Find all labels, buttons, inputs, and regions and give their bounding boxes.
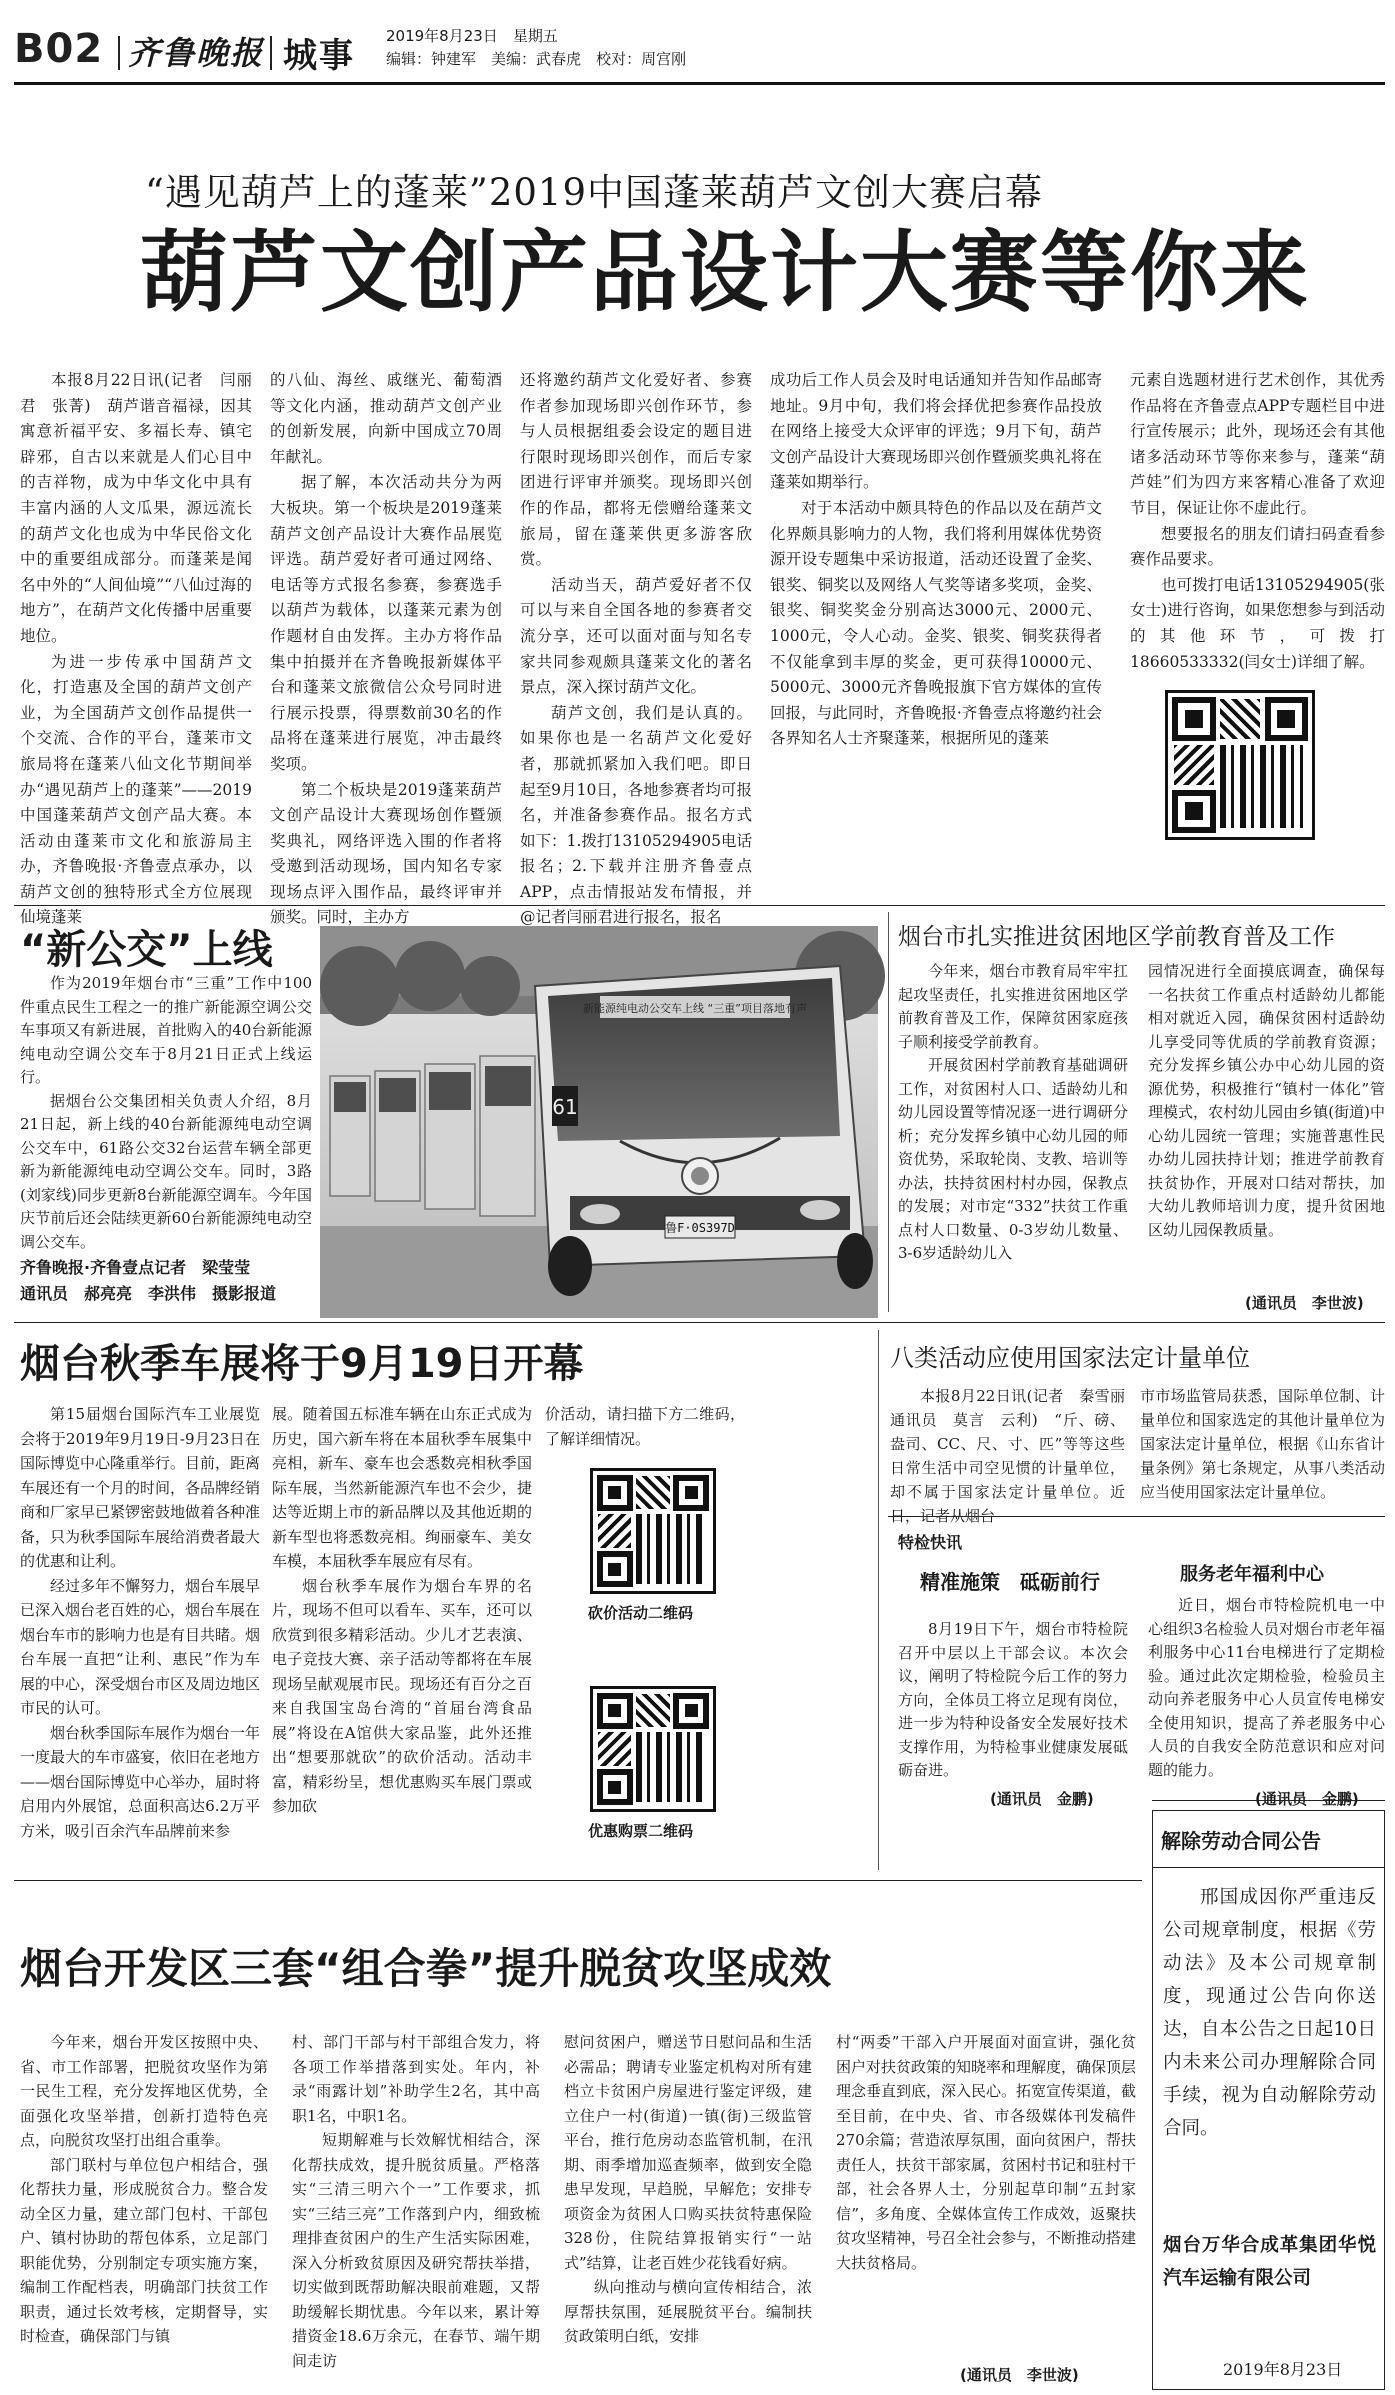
- bus-body: [20, 972, 312, 1251]
- tejian-headline: 精准施策 砥砺前行: [920, 1570, 1100, 1594]
- editor: 编辑：钟建军: [386, 50, 477, 68]
- bus-photo: [320, 926, 878, 1318]
- paragraph: 的八仙、海丝、戚继光、葡萄酒等文化内涵，推动葫芦文创产业的创新发展，向新中国成立70周年献礼。: [270, 371, 502, 466]
- paragraph: 今年来，烟台市教育局牢牢扛起攻坚责任，扎实推进贫困地区学前教育普及工作，保障贫困家庭孩子顺利接受学前教育。: [898, 962, 1128, 1051]
- edu-column-left: [898, 960, 1128, 1296]
- paper-logo: 齐鲁晚报: [128, 34, 265, 72]
- tejian-label: 特检快讯: [898, 1533, 963, 1552]
- column-divider: [878, 1330, 879, 1870]
- paragraph: 短期解难与长效解忧相结合，深化帮扶成效，提升脱贫质量。严格落实“三清三明六个一”工作要求，抓实“三结三亮”工作落到户内，细致梳理排查贫困户的生产生活实际困难，深入分析致贫原因及研究帮扶举措，切实做到既帮助解决眼前难题，又帮助缓解长期忧患。今年以来，累计筹措资金18.6万余元，在春节、端午期间走访: [292, 2131, 540, 2370]
- elder-headline: 服务老年福利中心: [1180, 1564, 1324, 1585]
- paragraph: 想要报名的朋友们请扫码查看参赛作品要求。: [1130, 524, 1385, 569]
- elder-credit: (通讯员 金鹏): [1255, 1790, 1359, 1808]
- paragraph: 本报8月22日讯(记者 闫丽君 张菁) 葫芦谐音福禄，因其寓意祈福平安、多福长寿、镇宅辟邪，自古以来就是人们心目中的吉祥物，成为中华文化中具有丰富内涵的人文瓜果，源远流长的葫芦文化也成为中华民俗文化中的重要组成部分。而蓬莱是闻名中外的“人间仙境”“八仙过海的地方”，在葫芦文化传播中居重要地位。: [20, 371, 252, 645]
- poverty-column-2: [292, 2030, 540, 2390]
- paragraph: 烟台秋季国际车展作为烟台一年一度最大的车市盛宴，依旧在老地方——烟台国际博览中心举办，届时将启用内外展馆，总面积高达6.2万平方米，吸引百余汽车品牌前来参: [20, 1723, 261, 1840]
- paragraph: 第二个板块是2019蓬莱葫芦文创产品设计大赛现场创作暨颁奖典礼，网络评选入围的作者将受邀到活动现场，国内知名专家现场点评入围作品，最终评审并颁奖。同时，主办方: [270, 780, 502, 927]
- staff-line: [386, 49, 686, 69]
- bargain-qr-code[interactable]: [590, 1468, 716, 1594]
- bus-credit-1: 齐鲁晚报·齐鲁壹点记者 梁莹莹: [20, 1258, 251, 1277]
- ticket-qr-caption: 优惠购票二维码: [588, 1822, 694, 1840]
- units-headline: 八类活动应使用国家法定计量单位: [890, 1344, 1250, 1372]
- paragraph: 葫芦文创，我们是认真的。如果你也是一名葫芦文化爱好者，那就抓紧加入我们吧。即日起至9月10日，各地参赛者均可报名，并准备参赛作品。报名方式如下：1.拨打13105294905电话报名；2.下载并注册齐鲁壹点APP，点击情报站发布情报，并@记者闫丽君进行报名，报名: [520, 703, 752, 927]
- section-name: 城事: [283, 36, 355, 76]
- paragraph: 近日，烟台市特检院机电一中心组织3名检验人员对烟台市老年福利服务中心11台电梯进行了定期检验。通过此次定期检验，检验员主动向养老服务中心人员宣传电梯安全使用知识，提高了养老服务中心人员的自我安全防范意识和应对问题的能力。: [1148, 1596, 1385, 1779]
- notice-box: [1152, 1810, 1385, 2390]
- masthead-divider: [118, 36, 120, 70]
- tejian-body: [898, 1618, 1128, 1783]
- paragraph: 成功后工作人员会及时电话通知并告知作品邮寄地址。9月中旬，我们将会择优把参赛作品投放在网络上接受大众评审的评选；9月下旬，葫芦文创产品设计大赛现场即兴创作暨颁奖典礼将在蓬莱如期举行。: [770, 371, 1102, 492]
- paragraph: 元素自选题材进行艺术创作，其优秀作品将在齐鲁壹点APP专题栏目中进行宣传展示；此外，现场还会有其他诸多活动环节等你来参与，蓬莱“葫芦娃”们为四方来客精心准备了欢迎节目，保证让你不虚此行。: [1130, 371, 1385, 517]
- paragraph: 纵向推动与横向宣传相结合，浓厚帮扶氛围，延展脱贫平台。编制扶贫政策明白纸，安排: [564, 2278, 812, 2345]
- paragraph: 烟台秋季车展作为烟台车界的名片，现场不但可以看车、买车，还可以欣赏到很多精彩活动。少儿才艺表演、电子竞技大赛、亲子活动等都将在车展现场呈献观展市民。现场还有百分之百来自我国宝岛台湾的“首届台湾食品展”将设在A馆供大家品鉴，此外还推出“想要那就砍”的砍价活动。活动丰富，精彩纷呈，想优惠购买车展门票或参加砍: [272, 1576, 532, 1815]
- paragraph: 也可拨打电话13105294905(张女士)进行咨询，如果您想参与到活动的其他环节，可拨打18660533332(闫女士)详细了解。: [1130, 575, 1385, 671]
- units-column-2: [1140, 1384, 1385, 1508]
- tejian-credit: (通讯员 金鹏): [990, 1790, 1094, 1808]
- poverty-credit: (通讯员 李世波): [960, 2366, 1079, 2384]
- paragraph: 展。随着国五标准车辆在山东正式成为历史，国六新车将在本届秋季车展集中亮相，新车、豪车也会悉数亮相秋季国际车展，当然新能源汽车也不会少，捷达等近期上市的新品牌以及其他近期的新车型也将悉数亮相。绚丽豪车、美女车模，本届秋季车展应有尽有。: [272, 1405, 532, 1570]
- issue-date-line: [386, 26, 558, 46]
- poverty-column-1: [20, 2030, 268, 2390]
- masthead-rule: [14, 82, 1385, 85]
- art-editor: 美编：武春虎: [491, 50, 582, 68]
- main-column-3: [520, 368, 752, 927]
- issue-date: 2019年8月23日: [386, 27, 498, 45]
- paragraph: 村“两委”干部入户开展面对面宣讲，强化贫困户对扶贫政策的知晓率和理解度，确保顶层理念垂直到底，深入民心。拓宽宣传渠道，截至目前，在中央、省、市各级媒体刊发稿件270余篇；营造浓厚氛围，面向贫困户，帮扶责任人，扶贫干部家属，贫困村书记和驻村干部，社会各界人士，分别起草印制“五封家信”，多角度、全媒体宣传工作成效，返聚扶贫攻坚精神，号召全社会参与，不断推动搭建大扶贫格局。: [836, 2033, 1137, 2272]
- column-divider: [888, 912, 889, 1312]
- paragraph: 为进一步传承中国葫芦文化，打造惠及全国的葫芦文创产业，为全国葫芦文创作品提供一个交流、合作的平台，蓬莱市文旅局将在蓬莱八仙文化节期间举办“遇见葫芦上的蓬莱”——2019中国蓬莱葫芦文创产品大赛。本活动由蓬莱市文化和旅游局主办，齐鲁晚报·齐鲁壹点承办，以葫芦文创的独特形式全方位展现仙境蓬莱: [20, 652, 252, 927]
- poverty-column-3: [564, 2030, 812, 2390]
- notice-rule: [1153, 1867, 1384, 1868]
- section-rule: [888, 1516, 1385, 1517]
- paragraph: 还将邀约葫芦文化爱好者、参赛作者参加现场即兴创作环节，参与人员根据组委会设定的题目进行限时现场即兴创作，而后专家团进行评审并颁奖。现场即兴创作的作品，都将无偿赠给蓬莱文旅局，留在蓬莱供更多游客欣赏。: [520, 371, 752, 569]
- section-rule: [14, 905, 1385, 906]
- elder-body: [1148, 1594, 1385, 1784]
- issue-weekday: 星期五: [512, 27, 558, 45]
- bus-plate: 鲁F·0S397D: [665, 1221, 735, 1235]
- paragraph: 市市场监管局获悉，国际单位制、计量单位和国家选定的其他计量单位为国家法定计量单位，根据《山东省计量条例》第七条规定，从事八类活动应当使用国家法定计量单位。: [1140, 1387, 1385, 1501]
- bus-sign-text: 新能源纯电动公交车上线 “三重”项目落地有声: [583, 1002, 807, 1015]
- bus-photo-illustration: [320, 926, 878, 1318]
- paragraph: 据了解，本次活动共分为两大板块。第一个板块是2019蓬莱葫芦文创产品设计大赛作品展览评选。葫芦爱好者可通过网络、电话等方式报名参赛，参赛选手以葫芦为载体，以蓬莱元素为创作题材自由发挥。主办方将作品集中拍摄并在齐鲁晚报新媒体平台和蓬莱文旅微信公众号同时进行展示投票，得票数前30名的作品将在蓬莱进行展览，冲击最终奖项。: [270, 473, 502, 773]
- paragraph: 村、部门干部与村干部组合发力，将各项工作举措落到实处。年内，补录“雨露计划”补助学生2名，其中高职1名，中职1名。: [292, 2033, 540, 2125]
- bus-route-number: 61: [552, 1095, 578, 1119]
- auto-column-2: [272, 1402, 532, 1872]
- auto-column-1: [20, 1402, 260, 1872]
- bus-headline: “新公交”上线: [20, 927, 273, 973]
- main-column-5: [1130, 368, 1385, 678]
- masthead-divider-2: [270, 36, 272, 70]
- paragraph: 8月19日下午，烟台市特检院召开中层以上干部会议。本次会议，阐明了特检院今后工作的努力方向，全体员工将立足现有岗位，进一步为特种设备安全发展好技术支撑作用，为特检事业健康发展砥砺奋进。: [898, 1620, 1128, 1779]
- edu-column-right: [1148, 960, 1385, 1296]
- paragraph: 邢国成因你严重违反公司规章制度，根据《劳动法》及本公司规章制度，现通过公告向你送达，自本公告之日起10日内未来公司办理解除合同手续，视为自动解除劳动合同。: [1163, 1887, 1376, 2139]
- auto-column-3: [545, 1402, 745, 1462]
- main-column-1: [20, 368, 252, 927]
- notice-body: [1163, 1881, 1376, 2221]
- paragraph: 慰问贫困户，赠送节日慰问品和生活必需品；聘请专业鉴定机构对所有建档立卡贫困户房屋进行鉴定评级，建立住户一村(街道)一镇(街)三级监管平台，推行危房动态监管机制，在汛期、雨季增加巡查频率，做到安全隐患早发现，早趋脱，早解危；安排专项资金为贫困人口购买扶贫特惠保险328份，住院结算报销实行“一站式”结算，让老百姓少花钱看好病。: [564, 2033, 812, 2272]
- section-rule: [14, 1322, 1385, 1323]
- section-rule: [1152, 1800, 1385, 1801]
- units-column-1: [890, 1384, 1141, 1525]
- paragraph: 据烟台公交集团相关负责人介绍，8月21日起，新上线的40台新能源纯电动空调公交车中，61路公交32台运营车辆全部更新为新能源纯电动空调公交车。同时，3路(刘家线)同步更新8台新能源空调车。今年国庆节前后还会陆续更新60台新能源纯电动空调公交车。: [20, 1091, 312, 1251]
- paragraph: 作为2019年烟台市“三重”工作中100件重点民生工程之一的推广新能源空调公交车事项又有新进展，首批购入的40台新能源纯电动空调公交车于8月21日正式上线运行。: [20, 974, 312, 1086]
- paragraph: 活动当天，葫芦爱好者不仅可以与来自全国各地的参赛者交流分享，还可以面对面与知名专家共同参观颇具蓬莱文化的著名景点，深入探讨葫芦文化。: [520, 575, 752, 697]
- notice-company: 烟台万华合成革集团华悦汽车运输有限公司: [1163, 2235, 1376, 2289]
- auto-headline: 烟台秋季车展将于9月19日开幕: [20, 1341, 584, 1387]
- main-column-4: [770, 368, 1102, 896]
- paragraph: 园情况进行全面摸底调查，确保每一名扶贫工作重点村适龄幼儿都能相对就近入园，确保贫困村适龄幼儿享受同等优质的学前教育资源；充分发挥乡镇公办中心幼儿园的资源优势，积极推行“镇村一体化”管理模式，农村幼儿园由乡镇(街道)中心幼儿园统一管理；实施普惠性民办幼儿园扶持计划；推进学前教育扶贫协作，开展对口结对帮扶，加大幼儿教师培训力度，提升贫困地区幼儿园保教质量。: [1148, 962, 1385, 1239]
- paragraph: 第15届烟台国际汽车工业展览会将于2019年9月19日-9月23日在国际博览中心隆重举行。目前，距离车展还有一个月的时间，各品牌经销商和厂家早已紧锣密鼓地做着各种准备，只为秋季国际车展给消费者最大的优惠和让利。: [20, 1405, 261, 1570]
- poverty-headline: 烟台开发区三套“组合拳”提升脱贫攻坚成效: [20, 1944, 832, 1993]
- paragraph: 本报8月22日讯(记者 秦雪丽 通讯员 莫言 云利) “斤、磅、盎司、CC、尺、寸、匹”等等这些日常生活中司空见惯的计量单位，却不属于国家法定计量单位。近日，记者从烟台: [890, 1387, 1141, 1525]
- notice-date: 2019年8月23日: [1223, 2360, 1343, 2379]
- notice-title: 解除劳动合同公告: [1161, 1829, 1321, 1853]
- ticket-qr-code[interactable]: [590, 1686, 716, 1812]
- main-headline: 葫芦文创产品设计大赛等你来: [140, 221, 1311, 324]
- paragraph: 开展贫困村学前教育基础调研工作，对贫困村人口、适龄幼儿和幼儿园设置等情况逐一进行调研分析；充分发挥乡镇中心幼儿园的师资优势，采取轮岗、支教、培训等办法，扶持贫困村村办园，保教点的发展；对市定“332”扶贫工作重点村人口数量、0-3岁幼儿数量、3-6岁适龄幼儿入: [898, 1056, 1128, 1262]
- edu-headline: 烟台市扎实推进贫困地区学前教育普及工作: [898, 924, 1335, 950]
- bus-credit-2: 通讯员 郝亮亮 李洪伟 摄影报道: [20, 1284, 277, 1303]
- poverty-column-4: [836, 2030, 1136, 2360]
- bargain-qr-caption: 砍价活动二维码: [588, 1604, 694, 1622]
- paragraph: 部门联村与单位包户相结合，强化帮扶力量，形成脱贫合力。整合发动全区力量，建立部门包村、干部包户、镇村协助的帮包体系，立足部门职能优势，分别制定专项实施方案，编制工作配档表，明确部门扶贫工作职责，通过长效考核，定期督导，实时检查，确保部门与镇: [20, 2155, 268, 2345]
- main-column-2: [270, 368, 502, 927]
- main-kicker: “遇见葫芦上的蓬莱”2019中国蓬莱葫芦文创大赛启幕: [145, 171, 1043, 214]
- signup-qr-code[interactable]: [1165, 690, 1315, 840]
- page-number: B02: [14, 26, 104, 72]
- edu-credit: (通讯员 李世波): [1245, 1294, 1364, 1312]
- paragraph: 今年来，烟台开发区按照中央、省、市工作部署，把脱贫攻坚作为第一民生工程，充分发挥地区优势，全面强化攻坚举措，创新打造特色亮点，向脱贫攻坚打出组合重拳。: [20, 2033, 268, 2149]
- paragraph: 对于本活动中颇具特色的作品以及在葫芦文化界颇具影响力的人物，我们将利用媒体优势资源开设专题集中采访报道，活动还设置了金奖、银奖、铜奖以及网络人气奖等诸多奖项，金奖、银奖、铜奖奖金分别高达3000元、2000元、1000元，令人心动。金奖、银奖、铜奖获得者不仅能拿到丰厚的奖金，更可获得10000元、5000元、3000元齐鲁晚报旗下官方媒体的宣传回报，与此同时，齐鲁晚报·齐鲁壹点将邀约社会各界知名人士齐聚蓬莱，根据所见的蓬莱: [770, 498, 1102, 748]
- paragraph: 价活动，请扫描下方二维码，了解详细情况。: [545, 1405, 745, 1448]
- section-rule: [14, 1880, 1142, 1881]
- paragraph: 经过多年不懈努力，烟台车展早已深入烟台老百姓的心，烟台车展在烟台车市的影响力也是有目共睹。烟台车展一直把“让利、惠民”作为车展的中心，深受烟台市区及周边地区市民的认可。: [20, 1576, 261, 1717]
- proofreader: 校对：周宫刚: [596, 50, 687, 68]
